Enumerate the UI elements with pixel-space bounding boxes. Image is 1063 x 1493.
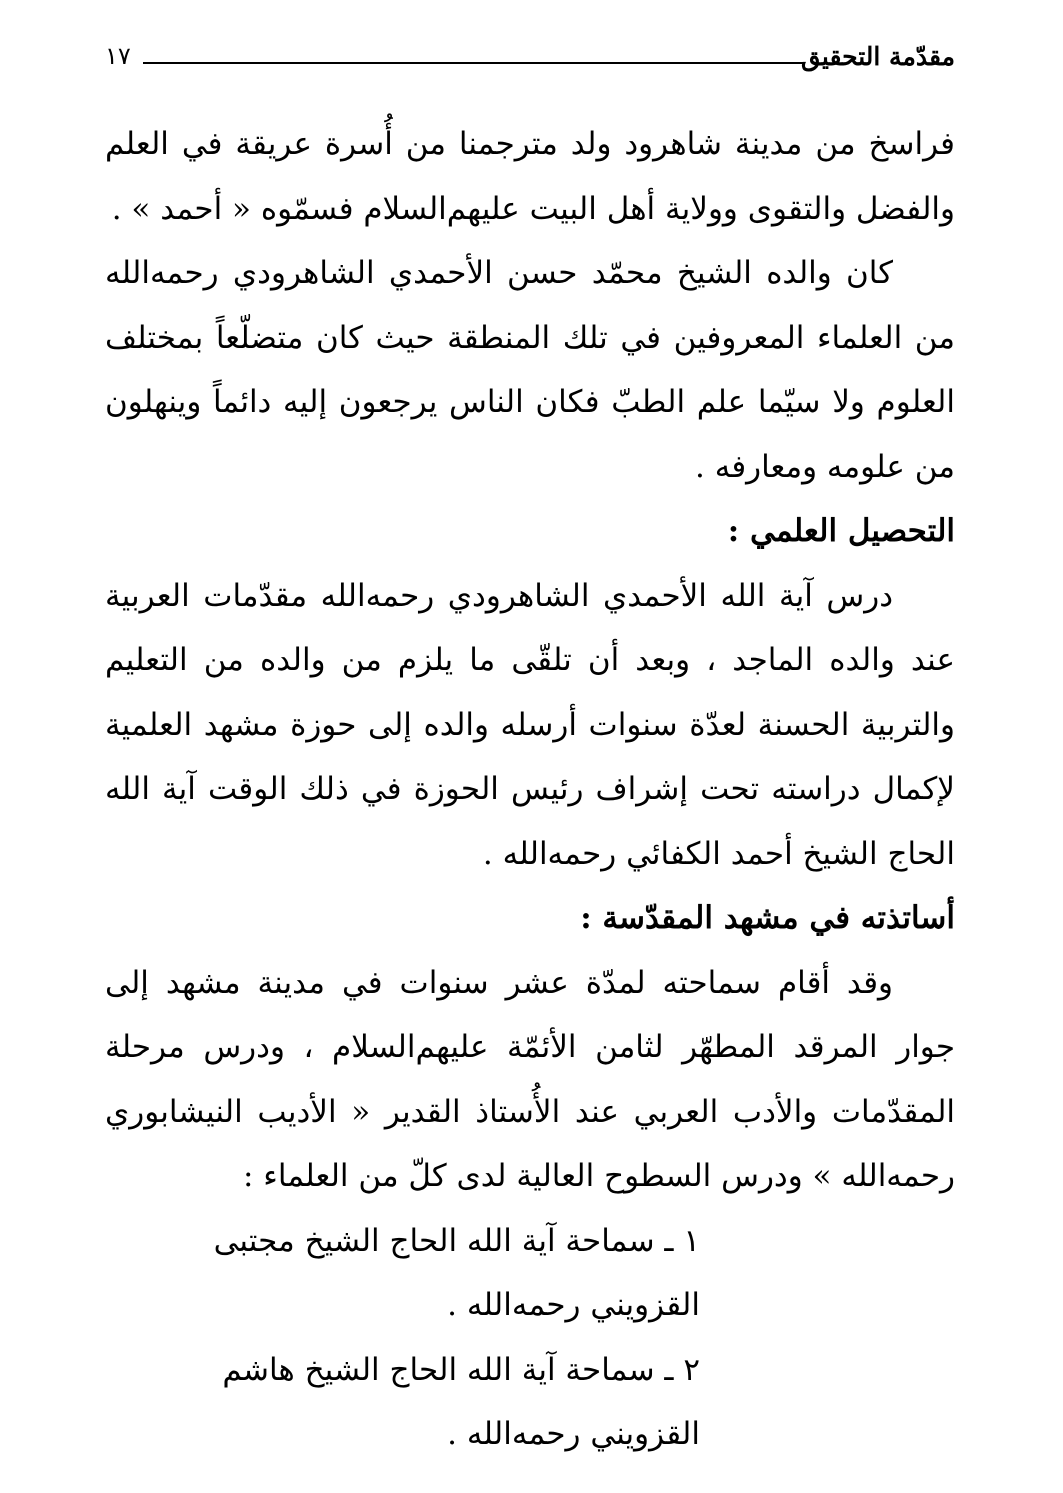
header-rule <box>143 62 803 64</box>
paragraph-father: كان والده الشيخ محمّد حسن الأحمدي الشاهرودي رحمه‌الله من العلماء المعروفين في تلك المنطقة حيث كان متضلّعاً بمختلف العلوم ولا سيّما علم الطبّ فكان الناس يرجعون إليه دائماً وينهلون من علومه ومعارفه . <box>105 255 955 485</box>
chapter-title: مقدّمة التحقيق <box>801 42 955 71</box>
section-heading-teachers: أساتذته في مشهد المقدّسة : <box>580 900 955 936</box>
section-heading-education: التحصيل العلمي : <box>727 513 955 549</box>
page-body <box>105 112 955 1467</box>
list-item: ٢ ـ سماحة آية الله الحاج الشيخ هاشم القزويني رحمه‌الله . <box>222 1351 700 1452</box>
running-header <box>105 36 955 80</box>
list-item: ١ ـ سماحة آية الله الحاج الشيخ مجتبى القزويني رحمه‌الله . <box>213 1222 700 1323</box>
paragraph-education: درس آية الله الأحمدي الشاهرودي رحمه‌الله مقدّمات العربية عند والده الماجد ، وبعد أن تلقّى ما يلزم من والده من التعليم والتربية الحسنة لعدّة سنوات أرسله والده إلى حوزة مشهد العلمية لإكمال دراسته تحت إشراف رئيس الحوزة في ذلك الوقت آية الله الحاج الشيخ أحمد الكفائي رحمه‌الله . <box>105 577 955 872</box>
paragraph-birth: فراسخ من مدينة شاهرود ولد مترجمنا من أُسرة عريقة في العلم والفضل والتقوى وولاية أهل البيت عليهم‌السلام فسمّوه « أحمد » . <box>105 126 955 227</box>
paragraph-teachers: وقد أقام سماحته لمدّة عشر سنوات في مدينة مشهد إلى جوار المرقد المطهّر لثامن الأئمّة عليهم‌السلام ، ودرس مرحلة المقدّمات والأدب العربي عند الأُستاذ القدير « الأديب النيشابوري رحمه‌الله » ودرس السطوح العالية لدى كلّ من العلماء : <box>105 964 955 1194</box>
page-number: ١٧ <box>105 42 131 70</box>
